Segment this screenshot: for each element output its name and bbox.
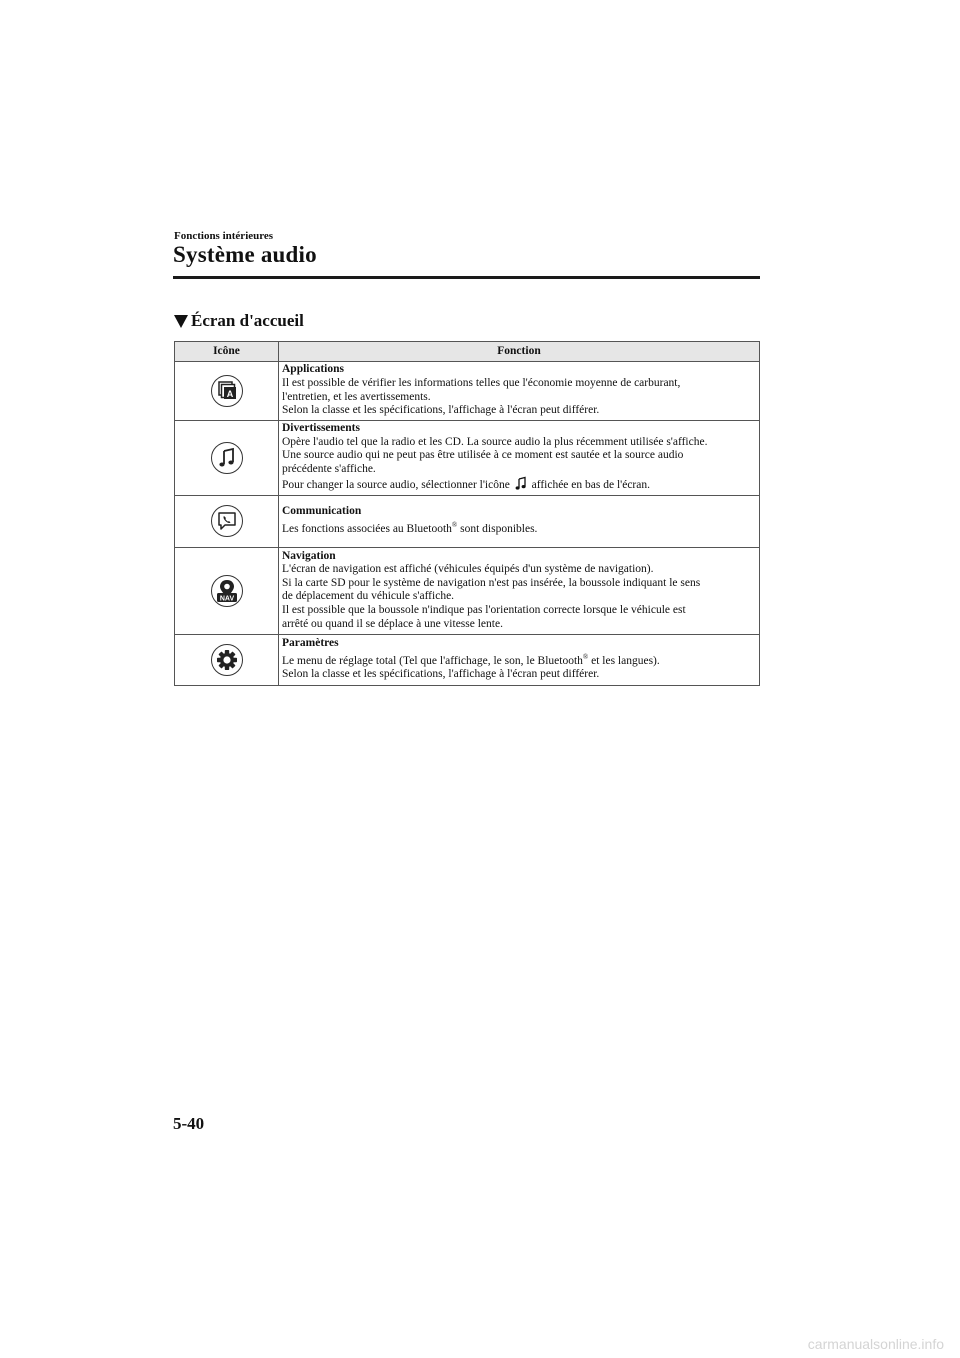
icon-cell bbox=[175, 495, 279, 547]
music-note-inline-icon bbox=[515, 476, 527, 490]
table-row bbox=[175, 634, 760, 685]
row-title: Paramètres bbox=[282, 637, 339, 650]
table-row bbox=[175, 495, 760, 547]
subheading bbox=[174, 311, 304, 331]
gear-icon bbox=[211, 644, 243, 676]
column-header-function: Fonction bbox=[279, 342, 760, 362]
row-text: Opère l'audio tel que la radio et les CD. La source audio la plus récemment utilisée s'affiche. bbox=[282, 435, 708, 448]
row-text-segment: sont disponibles. bbox=[457, 522, 538, 535]
title-divider bbox=[173, 276, 760, 279]
nav-icon-label: NAV bbox=[219, 595, 234, 603]
row-text: Il est possible que la boussole n'indique pas l'orientation correcte lorsque le véhicule est bbox=[282, 604, 686, 617]
table-header-row bbox=[175, 342, 760, 362]
row-title: Divertissements bbox=[282, 422, 360, 434]
page-number: 5-40 bbox=[173, 1114, 205, 1133]
function-cell bbox=[279, 421, 760, 496]
row-text bbox=[282, 651, 756, 668]
row-text bbox=[282, 476, 756, 493]
section-label: Fonctions intérieures bbox=[174, 230, 274, 242]
row-text: précédente s'affiche. bbox=[282, 462, 376, 475]
icon-cell bbox=[175, 547, 279, 634]
table-row bbox=[175, 421, 760, 496]
row-text-segment: Pour changer la source audio, sélectionner l'icône bbox=[282, 479, 510, 492]
function-cell bbox=[279, 634, 760, 685]
row-text-segment: affichée en bas de l'écran. bbox=[531, 479, 650, 492]
row-text: de déplacement du véhicule s'affiche. bbox=[282, 590, 455, 603]
svg-text:A: A bbox=[226, 389, 233, 399]
column-header-icon: Icône bbox=[175, 342, 279, 362]
row-text: Une source audio qui ne peut pas être utilisée à ce moment est sautée et la source audio bbox=[282, 449, 684, 462]
row-text-segment: et les langues). bbox=[588, 654, 660, 667]
row-title: Communication bbox=[282, 505, 362, 518]
music-note-icon bbox=[211, 442, 243, 474]
function-cell bbox=[279, 362, 760, 421]
page-title: Système audio bbox=[173, 242, 317, 267]
row-title: Navigation bbox=[282, 549, 336, 562]
phone-icon bbox=[211, 505, 243, 537]
row-text-segment: Les fonctions associées au Bluetooth bbox=[282, 522, 452, 535]
icon-cell bbox=[175, 634, 279, 685]
triangle-marker-icon bbox=[174, 315, 188, 328]
row-text: Selon la classe et les spécifications, l'affichage à l'écran peut différer. bbox=[282, 404, 600, 417]
icon-cell bbox=[175, 362, 279, 421]
subheading-text: Écran d'accueil bbox=[191, 311, 304, 330]
registered-mark: ® bbox=[451, 521, 458, 530]
row-text: l'entretien, et les avertissements. bbox=[282, 390, 431, 403]
row-text-segment: Le menu de réglage total (Tel que l'affichage, le son, le Bluetooth bbox=[282, 654, 583, 667]
row-text: Si la carte SD pour le système de navigation n'est pas insérée, la boussole indiquant le sens bbox=[282, 576, 701, 589]
registered-mark: ® bbox=[582, 652, 589, 661]
watermark: carmanualsonline.info bbox=[807, 1336, 944, 1352]
navigation-icon bbox=[211, 575, 243, 607]
home-screen-table bbox=[174, 341, 760, 686]
function-cell bbox=[279, 495, 760, 547]
row-title: Applications bbox=[282, 363, 344, 376]
row-text: arrêté ou quand il se déplace à une vitesse lente. bbox=[282, 617, 503, 630]
icon-cell bbox=[175, 421, 279, 496]
applications-icon bbox=[211, 375, 243, 407]
row-text: Il est possible de vérifier les informations telles que l'économie moyenne de carburant, bbox=[282, 376, 681, 389]
row-text: Selon la classe et les spécifications, l'affichage à l'écran peut différer. bbox=[282, 668, 600, 681]
table-row bbox=[175, 547, 760, 634]
table-row bbox=[175, 362, 760, 421]
row-text: L'écran de navigation est affiché (véhicules équipés d'un système de navigation). bbox=[282, 563, 654, 576]
row-text bbox=[282, 519, 756, 536]
function-cell bbox=[279, 547, 760, 634]
